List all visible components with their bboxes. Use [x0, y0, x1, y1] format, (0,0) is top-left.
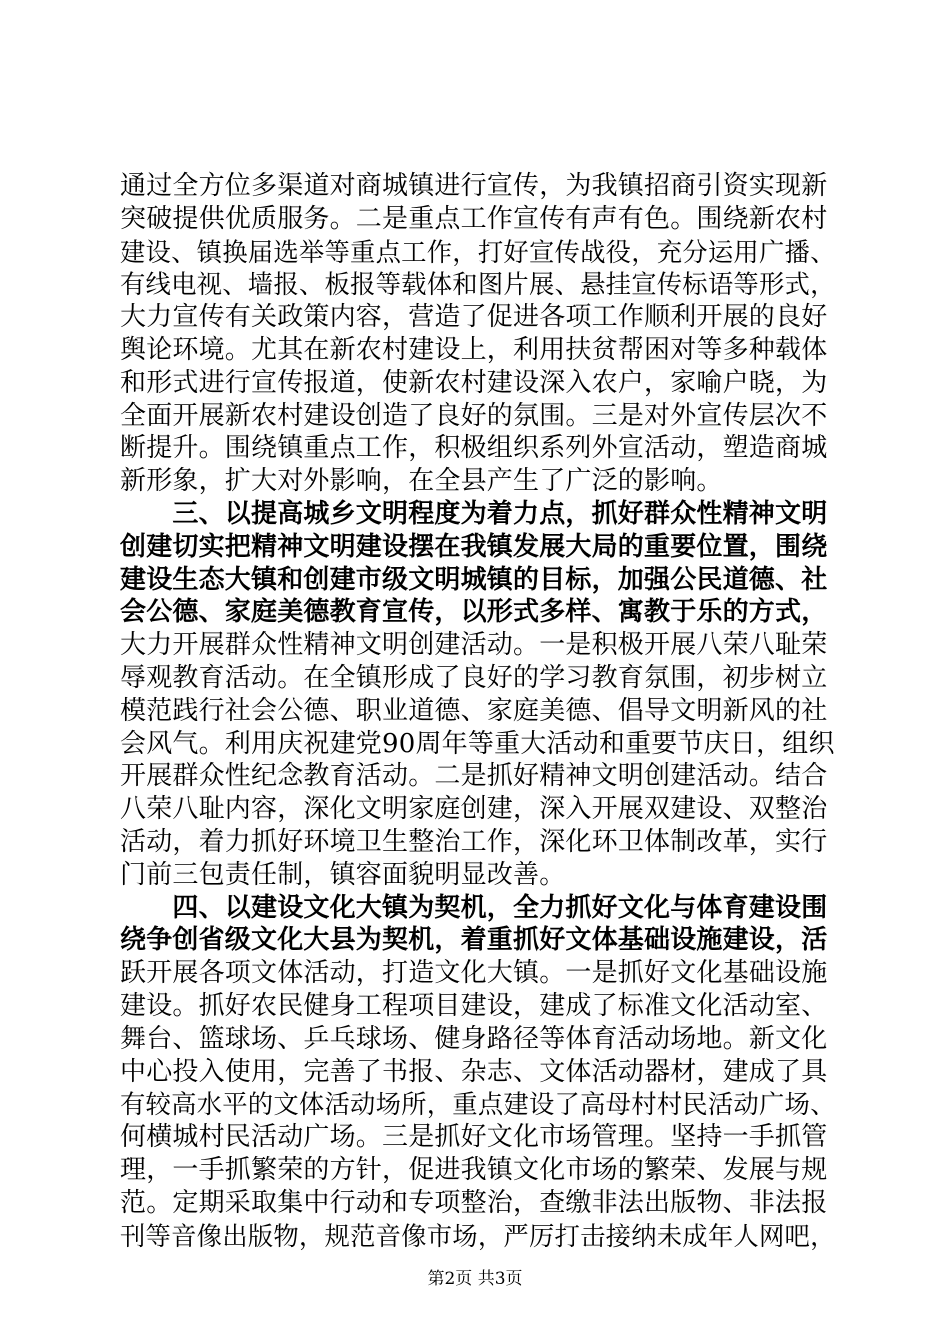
text-line: 有线电视、墙报、板报等载体和图片展、悬挂宣传标语等形式，	[120, 269, 836, 300]
text-line: 会公德、家庭美德教育宣传，以形式多样、寓教于乐的方式，	[120, 597, 828, 628]
text-line: 跃开展各项文体活动，打造文化大镇。一是抓好文化基础设施	[120, 958, 828, 989]
text-line: 舆论环境。尤其在新农村建设上，利用扶贫帮困对等多种载体	[120, 334, 828, 365]
text-line: 辱观教育活动。在全镇形成了良好的学习教育氛围，初步树立	[120, 662, 828, 693]
text-line: 三、以提高城乡文明程度为着力点，抓好群众性精神文明	[120, 498, 828, 529]
text-line: 断提升。围绕镇重点工作，积极组织系列外宣活动，塑造商城	[120, 433, 828, 464]
text-line: 范。定期采取集中行动和专项整治，查缴非法出版物、非法报	[120, 1187, 828, 1218]
text-line: 建设生态大镇和创建市级文明城镇的目标，加强公民道德、社	[120, 564, 828, 595]
text-line: 绕争创省级文化大县为契机，着重抓好文体基础设施建设，活	[120, 925, 828, 956]
text-line: 有较高水平的文体活动场所，重点建设了高母村村民活动广场、	[120, 1089, 836, 1120]
text-line: 何横城村民活动广场。三是抓好文化市场管理。坚持一手抓管	[120, 1122, 828, 1153]
text-line: 新形象，扩大对外影响，在全县产生了广泛的影响。	[120, 466, 723, 497]
text-line: 和形式进行宣传报道，使新农村建设深入农户，家喻户晓，为	[120, 367, 828, 398]
text-line: 刊等音像出版物，规范音像市场，严厉打击接纳未成年人网吧，	[120, 1220, 836, 1251]
text-line: 建设、镇换届选举等重点工作，打好宣传战役，充分运用广播、	[120, 236, 836, 267]
text-line: 开展群众性纪念教育活动。二是抓好精神文明创建活动。结合	[120, 761, 828, 792]
text-line: 中心投入使用，完善了书报、杂志、文体活动器材，建成了具	[120, 1056, 828, 1087]
text-line: 四、以建设文化大镇为契机，全力抓好文化与体育建设围	[120, 892, 828, 923]
text-line: 会风气。利用庆祝建党90周年等重大活动和重要节庆日，组织	[120, 728, 835, 759]
text-line: 模范践行社会公德、职业道德、家庭美德、倡导文明新风的社	[120, 695, 828, 726]
body-text	[120, 170, 836, 1252]
text-line: 理，一手抓繁荣的方针，促进我镇文化市场的繁荣、发展与规	[120, 1154, 828, 1185]
text-line: 通过全方位多渠道对商城镇进行宣传，为我镇招商引资实现新	[120, 171, 828, 201]
text-line: 突破提供优质服务。二是重点工作宣传有声有色。围绕新农村	[120, 203, 828, 234]
text-line: 大力宣传有关政策内容，营造了促进各项工作顺利开展的良好	[120, 302, 828, 333]
page-footer: 第2页 共3页	[427, 1269, 523, 1289]
text-line: 创建切实把精神文明建设摆在我镇发展大局的重要位置，围绕	[120, 531, 828, 562]
text-line: 活动，着力抓好环境卫生整治工作，深化环卫体制改革，实行	[120, 826, 828, 857]
text-line: 建设。抓好农民健身工程项目建设，建成了标准文化活动室、	[120, 990, 828, 1021]
text-line: 全面开展新农村建设创造了良好的氛围。三是对外宣传层次不	[120, 400, 828, 431]
text-line: 大力开展群众性精神文明创建活动。一是积极开展八荣八耻荣	[120, 630, 828, 661]
text-line: 八荣八耻内容，深化文明家庭创建，深入开展双建设、双整治	[120, 794, 828, 825]
text-line: 舞台、篮球场、乒乓球场、健身路径等体育活动场地。新文化	[120, 1023, 828, 1054]
text-line: 门前三包责任制，镇容面貌明显改善。	[120, 859, 566, 890]
